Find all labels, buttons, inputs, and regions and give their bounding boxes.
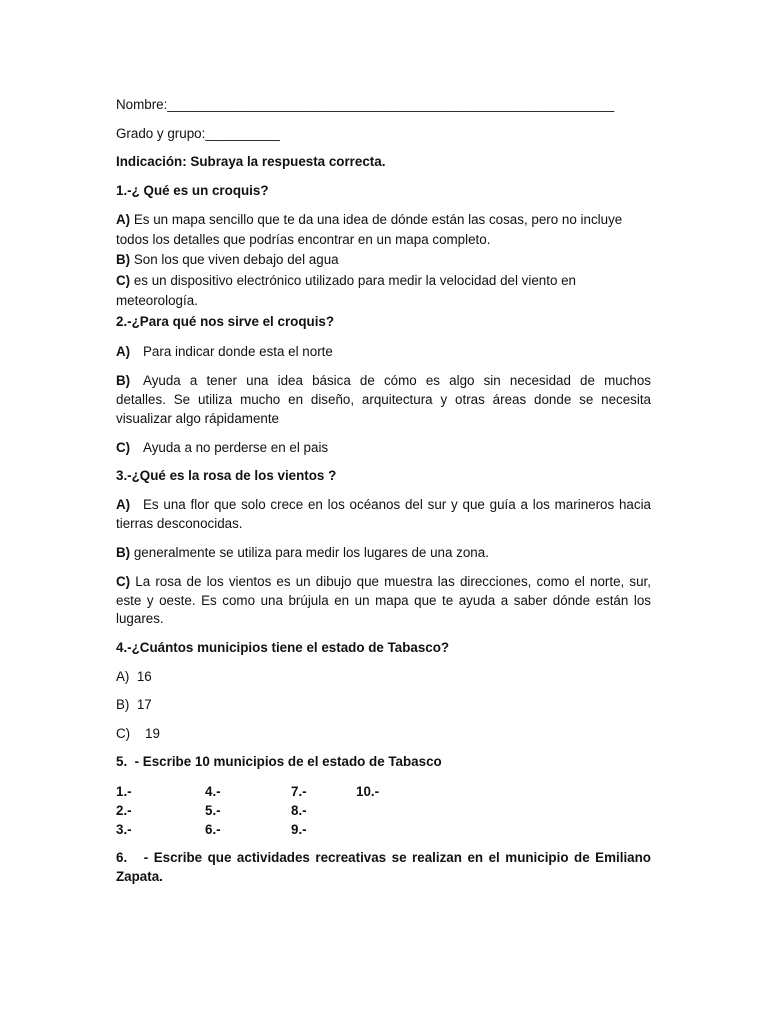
q2-option-b-line2: detalles. Se utiliza mucho en diseño, arquitectura y otras áreas donde se necesita	[116, 392, 651, 407]
municipio-slot-8: 8.-	[291, 803, 307, 818]
question-4-title: 4.-¿Cuántos municipios tiene el estado de Tabasco?	[116, 640, 450, 655]
instruction-text: Indicación: Subraya la respuesta correcta.	[116, 154, 386, 169]
q3-option-a-line1	[116, 496, 651, 514]
q1-option-a-label: A)	[116, 212, 131, 227]
q3-option-a-line2: tierras desconocidas.	[116, 516, 243, 531]
municipio-slot-3: 3.-	[116, 822, 132, 837]
municipio-slot-4: 4.-	[205, 784, 221, 799]
q2-option-a-text: Para indicar donde esta el norte	[143, 344, 333, 359]
q3-option-c-line2: este y oeste. Es como una brújula en un mapa que te ayuda a saber dónde están los	[116, 593, 651, 608]
municipio-slot-2: 2.-	[116, 803, 132, 818]
q2-option-b-text: Ayuda a tener una idea básica de cómo es algo sin necesidad de muchos	[143, 373, 651, 388]
municipio-slot-9: 9.-	[291, 822, 307, 837]
q2-option-c-label: C)	[116, 440, 131, 455]
q3-option-b	[116, 544, 489, 562]
q1-option-c-text: es un dispositivo electrónico utilizado para medir la velocidad del viento en	[130, 273, 577, 288]
q3-option-b-text: generalmente se utiliza para medir los lugares de una zona.	[130, 545, 489, 560]
question-6-line1: 6. - Escribe que actividades recreativas se realizan en el municipio de Emiliano	[116, 850, 651, 865]
question-1-title: 1.-¿ Qué es un croquis?	[116, 183, 269, 198]
q1-option-b-text: Son los que viven debajo del agua	[130, 252, 339, 267]
municipio-slot-7: 7.-	[291, 784, 307, 799]
q1-option-c-line2: meteorología.	[116, 293, 198, 308]
q3-option-b-label: B)	[116, 545, 131, 560]
q1-option-a-line1	[116, 211, 622, 229]
q2-option-b-label: B)	[116, 373, 131, 388]
q1-option-b-label: B)	[116, 252, 131, 267]
municipio-slot-6: 6.-	[205, 822, 221, 837]
question-5-title: 5. - Escribe 10 municipios de el estado de Tabasco	[116, 754, 442, 769]
question-3-title: 3.-¿Qué es la rosa de los vientos ?	[116, 468, 337, 483]
q2-option-c-text: Ayuda a no perderse en el pais	[143, 440, 329, 455]
grade-group-field-line: Grado y grupo:__________	[116, 126, 280, 141]
name-field-line: Nombre:____________________________________________________________	[116, 97, 615, 112]
municipio-slot-1: 1.-	[116, 784, 132, 799]
municipio-slot-10: 10.-	[356, 784, 380, 799]
q2-option-a-label: A)	[116, 344, 131, 359]
question-2-title: 2.-¿Para qué nos sirve el croquis?	[116, 314, 335, 329]
q2-option-c	[116, 439, 328, 457]
q3-option-c-text: La rosa de los vientos es un dibujo que muestra las direcciones, como el norte, sur,	[130, 574, 651, 589]
q3-option-c-line3: lugares.	[116, 611, 164, 626]
q1-option-c-label: C)	[116, 273, 131, 288]
q4-option-a: A) 16	[116, 669, 152, 684]
q4-option-c: C) 19	[116, 726, 160, 741]
q2-option-b-line3: visualizar algo rápidamente	[116, 411, 280, 426]
municipio-slot-5: 5.-	[205, 803, 221, 818]
q2-option-a	[116, 343, 333, 361]
q3-option-c-label: C)	[116, 574, 131, 589]
q3-option-c-line1	[116, 573, 651, 591]
q2-option-b-line1	[116, 372, 651, 390]
q1-option-a-line2: todos los detalles que podrías encontrar en un mapa completo.	[116, 232, 491, 247]
q1-option-c-line1	[116, 272, 576, 290]
q4-option-b: B) 17	[116, 697, 152, 712]
q1-option-a-text: Es un mapa sencillo que te da una idea de dónde están las cosas, pero no incluye	[130, 212, 623, 227]
q1-option-b	[116, 251, 339, 269]
q3-option-a-label: A)	[116, 497, 131, 512]
q3-option-a-text: Es una flor que solo crece en los océanos del sur y que guía a los marineros hacia	[143, 497, 651, 512]
question-6-line2: Zapata.	[116, 869, 163, 884]
